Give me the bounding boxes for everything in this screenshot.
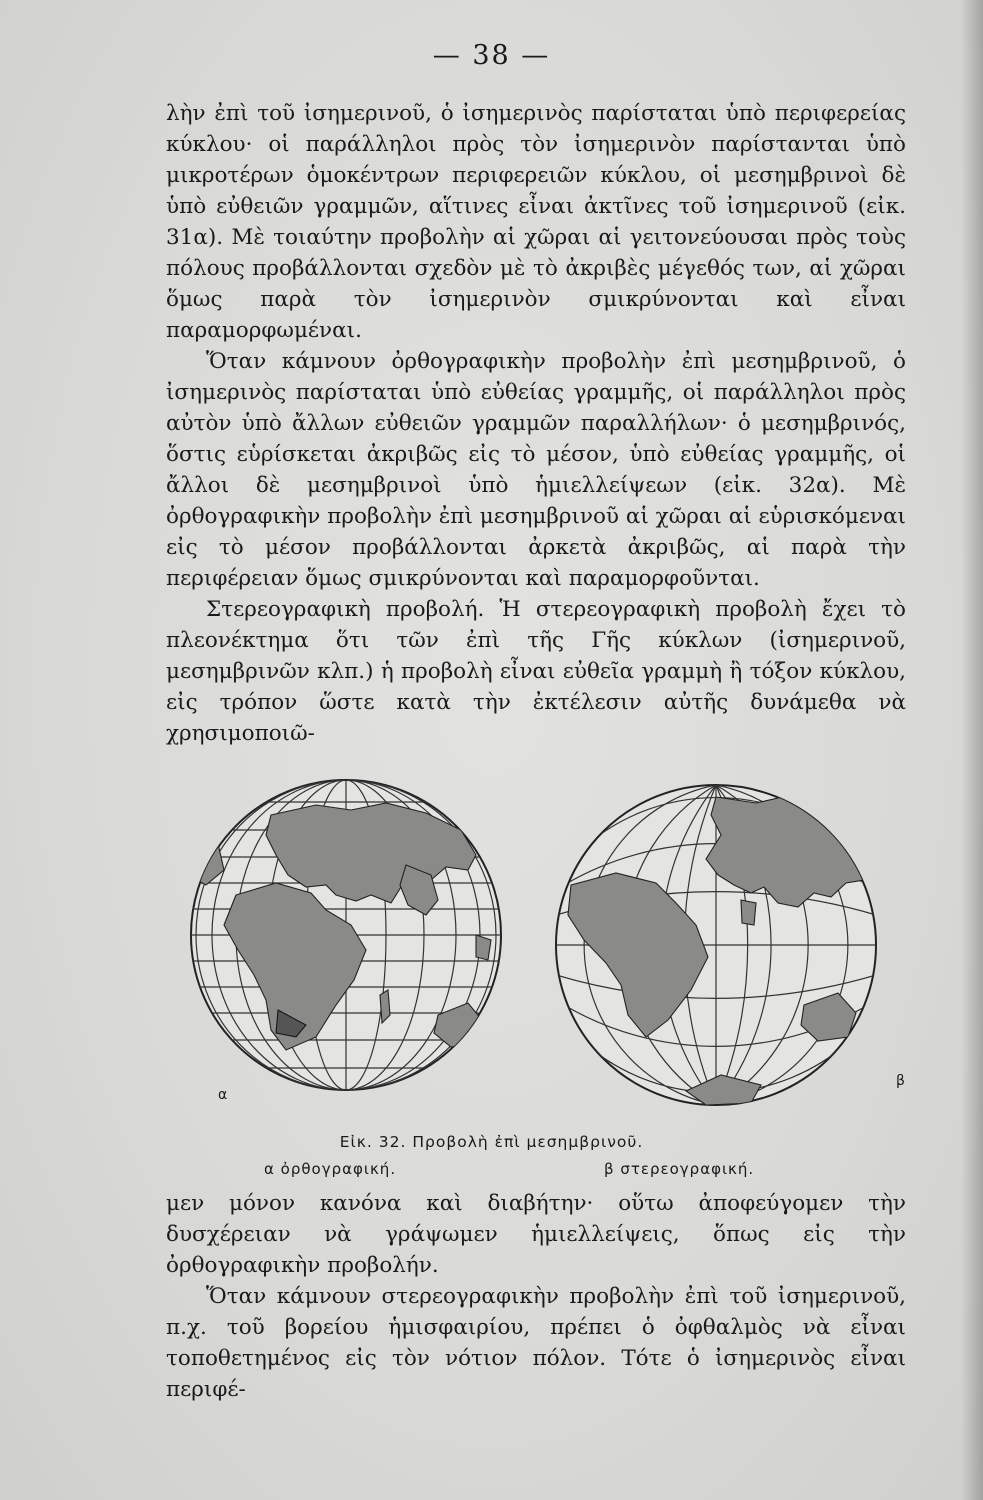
figure-caption: Εἰκ. 32. Προβολὴ ἐπὶ μεσημβρινοῦ. xyxy=(339,1133,644,1151)
figure-caption-sub-b: β στερεογραφική. xyxy=(604,1160,755,1178)
page-edge-shadow xyxy=(961,0,983,1500)
figure-label-a: α xyxy=(218,1087,228,1103)
figure-32 xyxy=(176,775,916,1115)
globe-stereographic xyxy=(546,775,886,1115)
page-number: — 38 — xyxy=(432,40,551,71)
paragraph-orthographic-projection: Ὅταν κάμνουν ὀρθογραφικὴν προβολὴν ἐπὶ μεσημβρινοῦ, ὁ ἰσημερινὸς παρίσταται ὑπὸ εὐθείας γραμμῆς, οἱ παράλληλοι πρὸς αὐτὸν ὑπὸ ἄλλων εὐθειῶν γραμμῶν παραλλήλων· ὁ μεσημβρινός, ὅστις εὑρίσκεται ἀκριβῶς εἰς τὸ μέσον, ὑπὸ εὐθείας γραμμῆς, οἱ ἄλλοι δὲ μεσημβρινοὶ ὑπὸ ἡμιελλείψεων (εἰκ. 32α). Μὲ ὀρθογραφικὴν προβολὴν ἐπὶ μεσημβρινοῦ αἱ χῶραι αἱ εὑρισκόμεναι εἰς τὸ μέσον προβάλλονται ἀρκετὰ ἀκριβῶς, αἱ παρὰ τὴν περιφέρειαν ὅμως σμικρύνονται καὶ παραμορφοῦνται. xyxy=(166,349,906,591)
paragraph-equatorial-projection: λὴν ἐπὶ τοῦ ἰσημερινοῦ, ὁ ἰσημερινὸς παρίσταται ὑπὸ περιφερείας κύκλου· οἱ παράλληλοι πρὸς τὸν ἰσημερινὸν παρίστανται ὑπὸ μικροτέρων ὁμοκέντρων περιφερειῶν κύκλου, οἱ μεσημβρινοὶ δὲ ὑπὸ εὐθειῶν γραμμῶν, αἵτινες εἶναι ἀκτῖνες τοῦ ἰσημερινοῦ (εἰκ. 31α). Μὲ τοιαύτην προβολὴν αἱ χῶραι αἱ γειτονεύουσαι πρὸς τοὺς πόλους προβάλλονται σχεδὸν μὲ τὸ ἀκριβὲς μέγεθός των, αἱ χῶραι ὅμως παρὰ τὸν ἰσημερινὸν σμικρύνονται καὶ εἶναι παραμορφωμέναι. xyxy=(166,101,906,343)
globe-orthographic xyxy=(176,775,516,1115)
paragraph-compass-and-ruler: μεν μόνον κανόνα καὶ διαβήτην· οὕτω ἀποφεύγομεν τὴν δυσχέρειαν νὰ γράψωμεν ἡμιελλείψεις, ὅπως εἰς τὴν ὀρθογραφικὴν προβολήν. xyxy=(166,1191,906,1278)
figure-caption-sub-a: α ὀρθογραφική. xyxy=(264,1160,397,1178)
top-text-block xyxy=(166,98,906,749)
bottom-text-block xyxy=(166,1188,906,1405)
paragraph-equator-stereographic: Ὅταν κάμνουν στερεογραφικὴν προβολὴν ἐπὶ τοῦ ἰσημερινοῦ, π.χ. τοῦ βορείου ἡμισφαιρίου, πρέπει ὁ ὀφθαλμὸς νὰ εἶναι τοποθετημένος εἰς τὸν νότιον πόλον. Τότε ὁ ἰσημερινὸς εἶναι περιφέ- xyxy=(166,1284,906,1402)
figure-label-b: β xyxy=(896,1073,905,1089)
paragraph-stereographic-projection: Στερεογραφικὴ προβολή. Ἡ στερεογραφικὴ προβολὴ ἔχει τὸ πλεονέκτημα ὅτι τῶν ἐπὶ τῆς Γῆς κύκλων (ἰσημερινοῦ, μεσημβρινῶν κλπ.) ἡ προβολὴ εἶναι εὐθεῖα γραμμὴ ἢ τόξον κύκλου, εἰς τρόπον ὥστε κατὰ τὴν ἐκτέλεσιν αὐτῆς δυνάμεθα νὰ χρησιμοποιῶ- xyxy=(166,597,906,746)
